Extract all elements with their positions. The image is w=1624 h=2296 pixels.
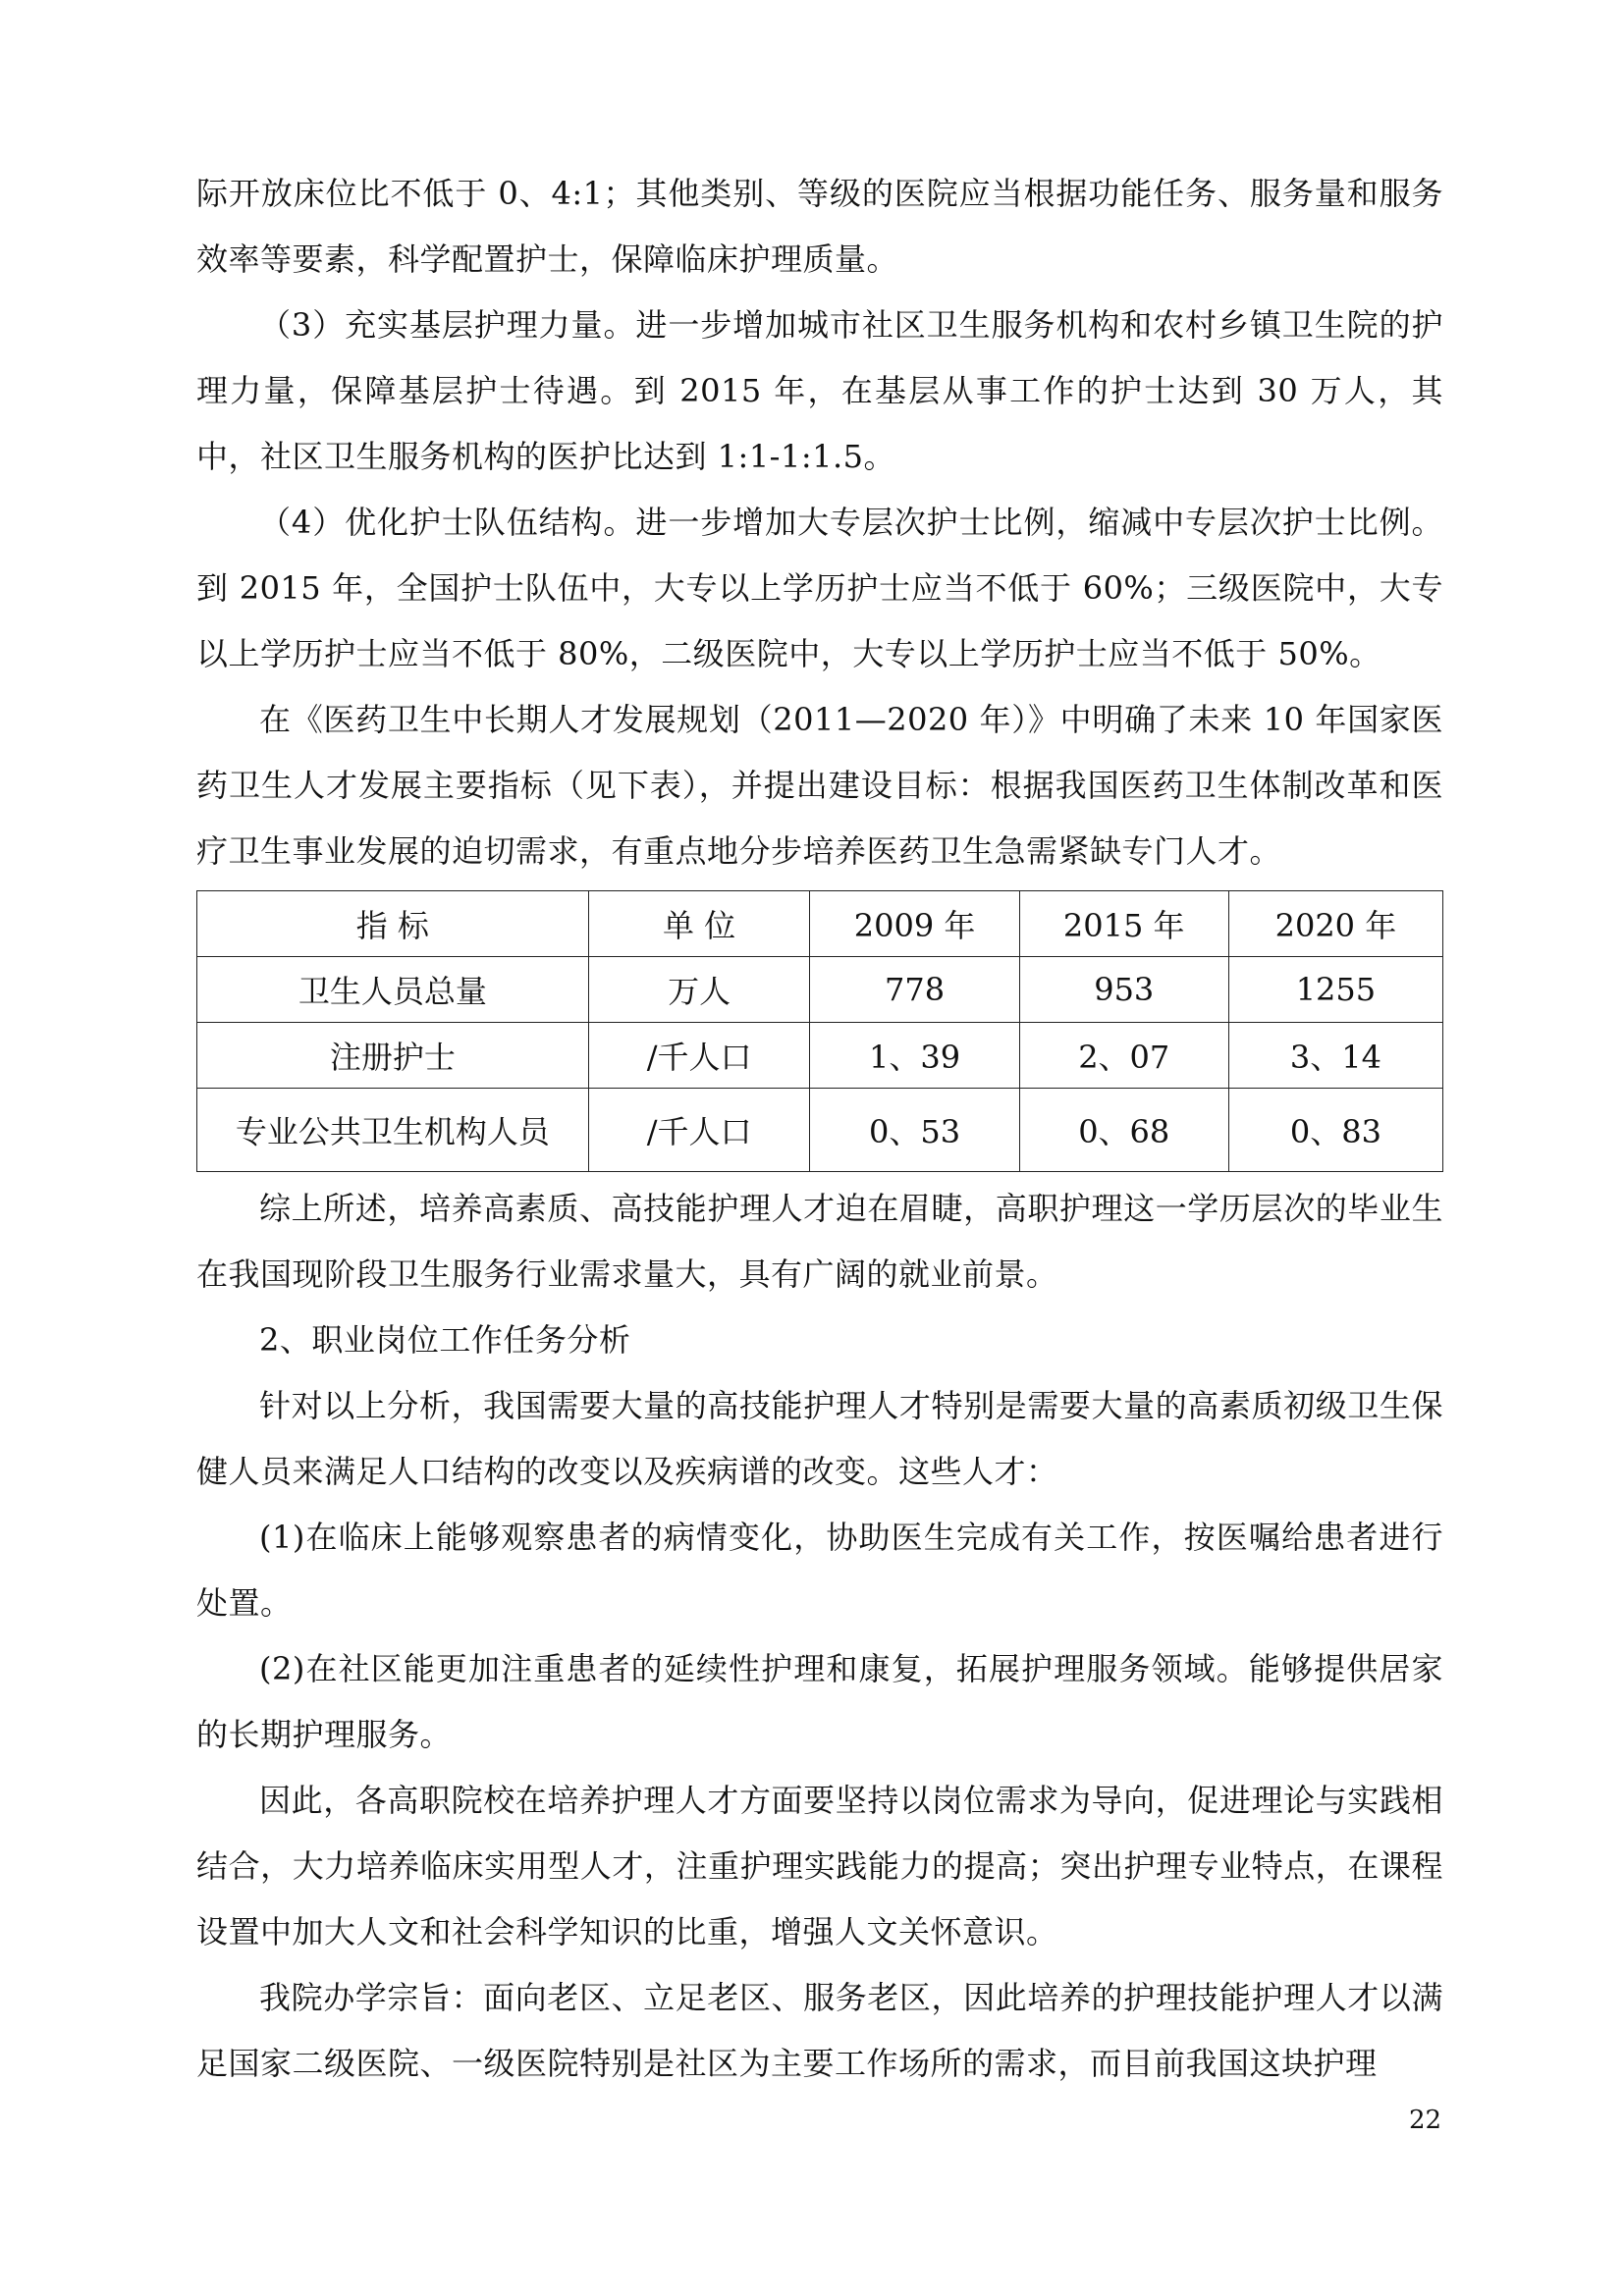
table-row bbox=[197, 957, 1443, 1023]
section-heading-job-analysis: 2、职业岗位工作任务分析 bbox=[259, 1321, 631, 1359]
table-header-cell: 指 标 bbox=[197, 891, 589, 957]
paragraph-clinical-duty: (1)在临床上能够观察患者的病情变化，协助医生完成有关工作，按医嘱给患者进行处置。 bbox=[196, 1519, 1443, 1622]
paragraph-bed-ratio: 际开放床位比不低于 0、4:1；其他类别、等级的医院应当根据功能任务、服务量和服务效率等要素，科学配置护士，保障临床护理质量。 bbox=[196, 175, 1443, 278]
paragraph-talent-plan: 在《医药卫生中长期人才发展规划（2011—2020 年）》中明确了未来 10 年国家医药卫生人才发展主要指标（见下表），并提出建设目标：根据我国医药卫生体制改革和医疗卫生事业发展的迫切需求，有重点地分步培养医药卫生急需紧缺专门人才。 bbox=[196, 701, 1443, 870]
table-cell: /千人口 bbox=[588, 1089, 810, 1172]
table-cell: 953 bbox=[1019, 957, 1228, 1023]
table-header-row bbox=[197, 891, 1443, 957]
paragraph-community-duty: (2)在社区能更加注重患者的延续性护理和康复，拓展护理服务领域。能够提供居家的长期护理服务。 bbox=[196, 1650, 1443, 1753]
table-cell: 1255 bbox=[1228, 957, 1442, 1023]
paragraph-nurse-structure: （4）优化护士队伍结构。进一步增加大专层次护士比例，缩减中专层次护士比例。到 2015 年，全国护士队伍中，大专以上学历护士应当不低于 60%；三级医院中，大专以上学历护士应当不低于 80%，二级医院中，大专以上学历护士应当不低于 50%。 bbox=[196, 504, 1443, 672]
table-header-cell: 2015 年 bbox=[1019, 891, 1228, 957]
paragraph-summary: 综上所述，培养高素质、高技能护理人才迫在眉睫，高职护理这一学历层次的毕业生在我国现阶段卫生服务行业需求量大，具有广阔的就业前景。 bbox=[196, 1190, 1443, 1293]
paragraph-training-approach: 因此，各高职院校在培养护理人才方面要坚持以岗位需求为导向，促进理论与实践相结合，大力培养临床实用型人才，注重护理实践能力的提高；突出护理专业特点，在课程设置中加大人文和社会科学知识的比重，增强人文关怀意识。 bbox=[196, 1782, 1443, 1950]
table-row bbox=[197, 1023, 1443, 1089]
table-cell: 778 bbox=[810, 957, 1019, 1023]
table-cell: 1、39 bbox=[810, 1023, 1019, 1089]
table-header-cell: 单 位 bbox=[588, 891, 810, 957]
table-cell: /千人口 bbox=[588, 1023, 810, 1089]
table-cell: 专业公共卫生机构人员 bbox=[197, 1089, 589, 1172]
table-row bbox=[197, 1089, 1443, 1172]
table-header-cell: 2009 年 bbox=[810, 891, 1019, 957]
table-cell: 注册护士 bbox=[197, 1023, 589, 1089]
page-content bbox=[196, 161, 1443, 2097]
page-number: 22 bbox=[1409, 2106, 1442, 2135]
paragraph-school-mission: 我院办学宗旨：面向老区、立足老区、服务老区，因此培养的护理技能护理人才以满足国家二级医院、一级医院特别是社区为主要工作场所的需求，而目前我国这块护理 bbox=[196, 1979, 1443, 2082]
table-cell: 万人 bbox=[588, 957, 810, 1023]
paragraph-analysis-intro: 针对以上分析，我国需要大量的高技能护理人才特别是需要大量的高素质初级卫生保健人员来满足人口结构的改变以及疾病谱的改变。这些人才： bbox=[196, 1387, 1443, 1490]
table-cell: 0、83 bbox=[1228, 1089, 1442, 1172]
talent-indicator-table bbox=[196, 890, 1443, 1172]
table-header-cell: 2020 年 bbox=[1228, 891, 1442, 957]
paragraph-grassroots-nursing: （3）充实基层护理力量。进一步增加城市社区卫生服务机构和农村乡镇卫生院的护理力量，保障基层护士待遇。到 2015 年，在基层从事工作的护士达到 30 万人，其中，社区卫生服务机构的医护比达到 1:1-1:1.5。 bbox=[196, 306, 1443, 475]
table-cell: 3、14 bbox=[1228, 1023, 1442, 1089]
table-cell: 2、07 bbox=[1019, 1023, 1228, 1089]
table-cell: 0、53 bbox=[810, 1089, 1019, 1172]
table-cell: 0、68 bbox=[1019, 1089, 1228, 1172]
table-cell: 卫生人员总量 bbox=[197, 957, 589, 1023]
